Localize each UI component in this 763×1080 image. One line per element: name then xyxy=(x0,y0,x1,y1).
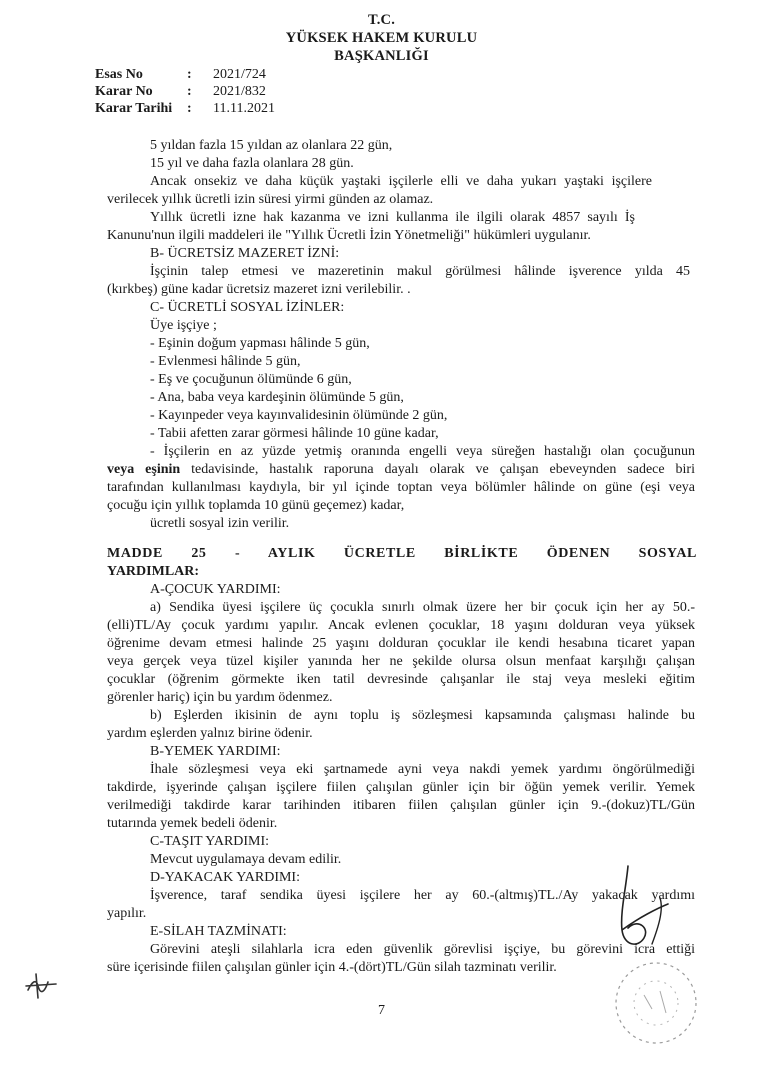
meta-label: Karar No xyxy=(95,84,153,99)
section-heading-meal-allowance: B-YEMEK YARDIMI: xyxy=(150,744,281,759)
meta-value: 2021/832 xyxy=(213,84,266,99)
meta-colon: : xyxy=(187,84,192,99)
body-line: Mevcut uygulamaya devam edilir. xyxy=(150,852,342,867)
meta-label: Karar Tarihi xyxy=(95,101,173,116)
body-line: İhale sözleşmesi veya eki şartnamede ayni veya nakdi yemek yardımı öngörülmediği xyxy=(150,762,695,777)
meta-value: 2021/724 xyxy=(213,67,266,82)
section-heading-transport-allowance: C-TAŞIT YARDIMI: xyxy=(150,834,270,849)
body-line: 5 yıldan fazla 15 yıldan az olanlara 22 gün, xyxy=(150,138,393,153)
body-line: ücretli sosyal izin verilir. xyxy=(150,516,290,531)
body-line: İşverence, taraf sendika üyesi işçilere her ay 60.-(altmış)TL./Ay yakacak yardımı xyxy=(150,888,695,903)
body-line: İşçinin talep etmesi ve mazeretinin makul görülmesi hâlinde işverence yılda 45 xyxy=(150,264,690,279)
body-line: a) Sendika üyesi işçilere üç çocukla sınırlı olmak üzere her bir çocuk için her ay 50.- xyxy=(150,600,695,615)
body-line: Görevini ateşli silahlarla icra eden güvenlik görevlisi işçiye, bu görevini icra ettiği xyxy=(150,942,695,957)
body-line: yardım eşlerden yalnız birine ödenir. xyxy=(107,726,313,741)
body-line: takdirde, işyerinde çalışan işçilere fiilen çalışılan günler için bir öğün yemek verilir. Yemek xyxy=(107,780,695,795)
body-line: 15 yıl ve daha fazla olanlara 28 gün. xyxy=(150,156,354,171)
list-item: - Kayınpeder veya kayınvalidesinin ölümünde 2 gün, xyxy=(150,408,448,423)
body-line: verilmediği takdirde karar tarihinden itibaren fiilen çalışılan günler için 9.-(dokuz)TL/Gün xyxy=(107,798,695,813)
body-line: verilecek yıllık ücretli izin süresi yirmi günden az olamaz. xyxy=(107,192,434,207)
body-line: yapılır. xyxy=(107,906,147,921)
section-heading-child-allowance: A-ÇOCUK YARDIMI: xyxy=(150,582,281,597)
body-line: (elli)TL/Ay çocuk yardımı yapılır. Ancak evlenen çocuklar, 18 yaşını dolduran veya yüksek xyxy=(107,618,695,633)
header-department: BAŞKANLIĞI xyxy=(334,48,429,64)
initials-mark xyxy=(22,968,62,1002)
body-line: Ancak onsekiz ve daha küçük yaştaki işçilerle elli ve daha yukarı yaştaki işçilere xyxy=(150,174,652,189)
body-line: Yıllık ücretli izne hak kazanma ve izni kullanma ile ilgili olarak 4857 sayılı İş xyxy=(150,210,635,225)
meta-label: Esas No xyxy=(95,67,143,82)
meta-value: 11.11.2021 xyxy=(213,101,275,116)
section-heading-weapon-compensation: E-SİLAH TAZMİNATI: xyxy=(150,924,287,939)
stamp-seal xyxy=(600,955,710,1055)
list-item: - Tabii afetten zarar görmesi hâlinde 10 güne kadar, xyxy=(150,426,439,441)
section-heading-unpaid-leave: B- ÜCRETSİZ MAZERET İZNİ: xyxy=(150,246,340,261)
meta-colon: : xyxy=(187,67,192,82)
article-title: MADDE 25 - AYLIK ÜCRETLE BİRLİKTE ÖDENEN SOSYAL xyxy=(107,546,697,561)
body-line: çocuğu için yıllık toplamda 10 günü geçemez) kadar, xyxy=(107,498,405,513)
body-line: görenler hariç) için bu yardım ödenmez. xyxy=(107,690,333,705)
body-line: Kanunu'nun ilgili maddeleri ile "Yıllık Ücretli İzin Yönetmeliği" hükümleri uygulanır. xyxy=(107,228,591,243)
body-line xyxy=(107,461,695,478)
body-line: (kırkbeş) güne kadar ücretsiz mazeret izni verilebilir. . xyxy=(107,282,411,297)
signature-mark xyxy=(598,858,698,958)
body-text: tedavisinde, hastalık raporuna dayalı olarak ve çalışan ebeveynden sadece biri xyxy=(180,462,695,477)
page-number: 7 xyxy=(378,1003,385,1018)
header-tc: T.C. xyxy=(367,12,396,28)
body-line: süre içerisinde fiilen çalışılan günler için 4.-(dört)TL/Gün silah tazminatı verilir. xyxy=(107,960,557,975)
body-line: veya gerçek veya tüzel kişiler yanında her ne şekilde olursa olsun menfaat karşılığı çalışan xyxy=(107,654,695,669)
list-item: - Evlenmesi hâlinde 5 gün, xyxy=(150,354,301,369)
meta-colon: : xyxy=(187,101,192,116)
list-item: - İşçilerin en az yüzde yetmiş oranında engelli veya süreğen hastalığı olan çocuğunun xyxy=(150,444,695,459)
list-item: - Eş ve çocuğunun ölümünde 6 gün, xyxy=(150,372,352,387)
article-title-continued: YARDIMLAR: xyxy=(107,564,200,579)
body-line: Üye işçiye ; xyxy=(150,318,217,333)
body-line: tarafından kullanılması kaydıyla, bir yıl içinde toptan veya bölümler hâlinde on güne (eşi veya xyxy=(107,480,695,495)
list-item: - Eşinin doğum yapması hâlinde 5 gün, xyxy=(150,336,370,351)
bold-phrase: veya eşinin xyxy=(107,462,181,477)
body-line: b) Eşlerden ikisinin de aynı toplu iş sözleşmesi kapsamında çalışması halinde bu xyxy=(150,708,695,723)
section-heading-paid-social-leave: C- ÜCRETLİ SOSYAL İZİNLER: xyxy=(150,300,345,315)
section-heading-fuel-allowance: D-YAKACAK YARDIMI: xyxy=(150,870,300,885)
list-item: - Ana, baba veya kardeşinin ölümünde 5 gün, xyxy=(150,390,404,405)
body-line: öğrenime devam etmesi halinde 25 yaşını dolduran çocuklar ile kendi hesabına ticaret yapan xyxy=(107,636,695,651)
header-institution: YÜKSEK HAKEM KURULU xyxy=(285,30,478,46)
body-line: tutarında yemek bedeli ödenir. xyxy=(107,816,278,831)
body-line: çocuklar (öğrenim görmekte iken tatil devresinde çalışanlar ile staj veya mesleki eğitim xyxy=(107,672,695,687)
